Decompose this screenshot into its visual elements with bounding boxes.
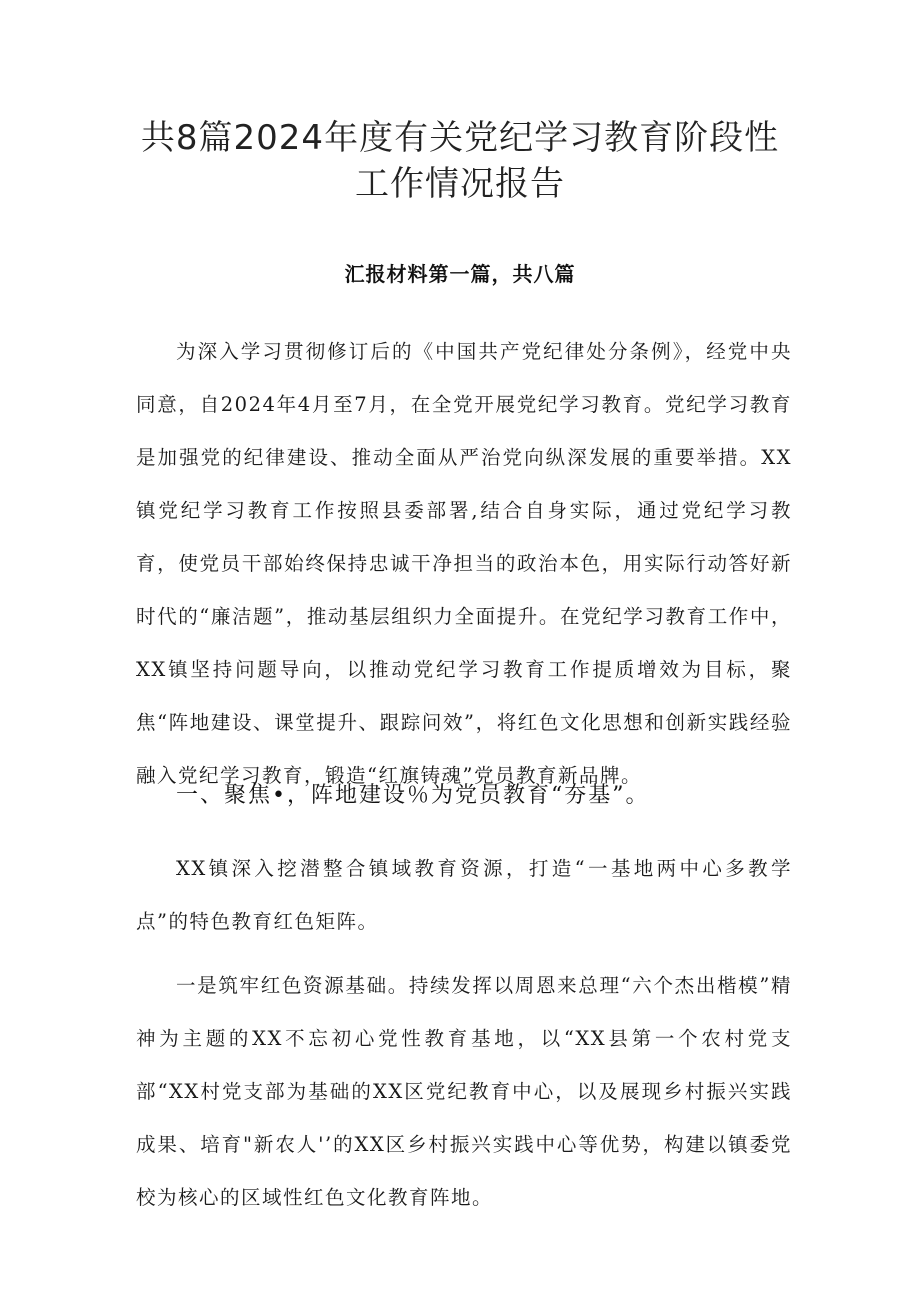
document-title-line-2: 工作情况报告 bbox=[355, 164, 565, 204]
section-heading-1: 一、聚焦•，阵地建设％为党员教育“夯基”。 bbox=[176, 783, 650, 808]
document-title-line-1: 共8篇2024年度有关党纪学习教育阶段性 bbox=[140, 118, 780, 158]
section-1-paragraph-1: XX镇深入挖潜整合镇域教育资源，打造“一基地两中心多教学点”的特色教育红色矩阵。 bbox=[136, 857, 792, 933]
intro-paragraph: 为深入学习贯彻修订后的《中国共产党纪律处分条例》，经党中央同意，自2024年4月至7月，在全党开展党纪学习教育。党纪学习教育是加强党的纪律建设、推动全面从严治党向纵深发展的重要举措。XX镇党纪学习教育工作按照县委部署,结合自身实际，通过党纪学习教育，使党员干部始终保持忠诚干净担当的政治本色，用实际行动答好新时代的“廉洁题”，推动基层组织力全面提升。在党纪学习教育工作中，XX镇坚持问题导向，以推动党纪学习教育工作提质增效为目标，聚焦“阵地建设、课堂提升、跟踪问效”，将红色文化思想和创新实践经验融入党纪学习教育，锻造“红旗铸魂”党员教育新品牌。 bbox=[136, 340, 792, 787]
section-1-paragraph-2: 一是筑牢红色资源基础。持续发挥以周恩来总理“六个杰出楷模”精神为主题的XX不忘初心党性教育基地，以“XX县第一个农村党支部“XX村党支部为基础的XX区党纪教育中心，以及展现乡村振兴实践成果、培育"新农人'’的XX区乡村振兴实践中心等优势，构建以镇委党校为核心的区域性红色文化教育阵地。 bbox=[136, 974, 792, 1209]
document-subtitle: 汇报材料第一篇，共八篇 bbox=[344, 262, 576, 286]
